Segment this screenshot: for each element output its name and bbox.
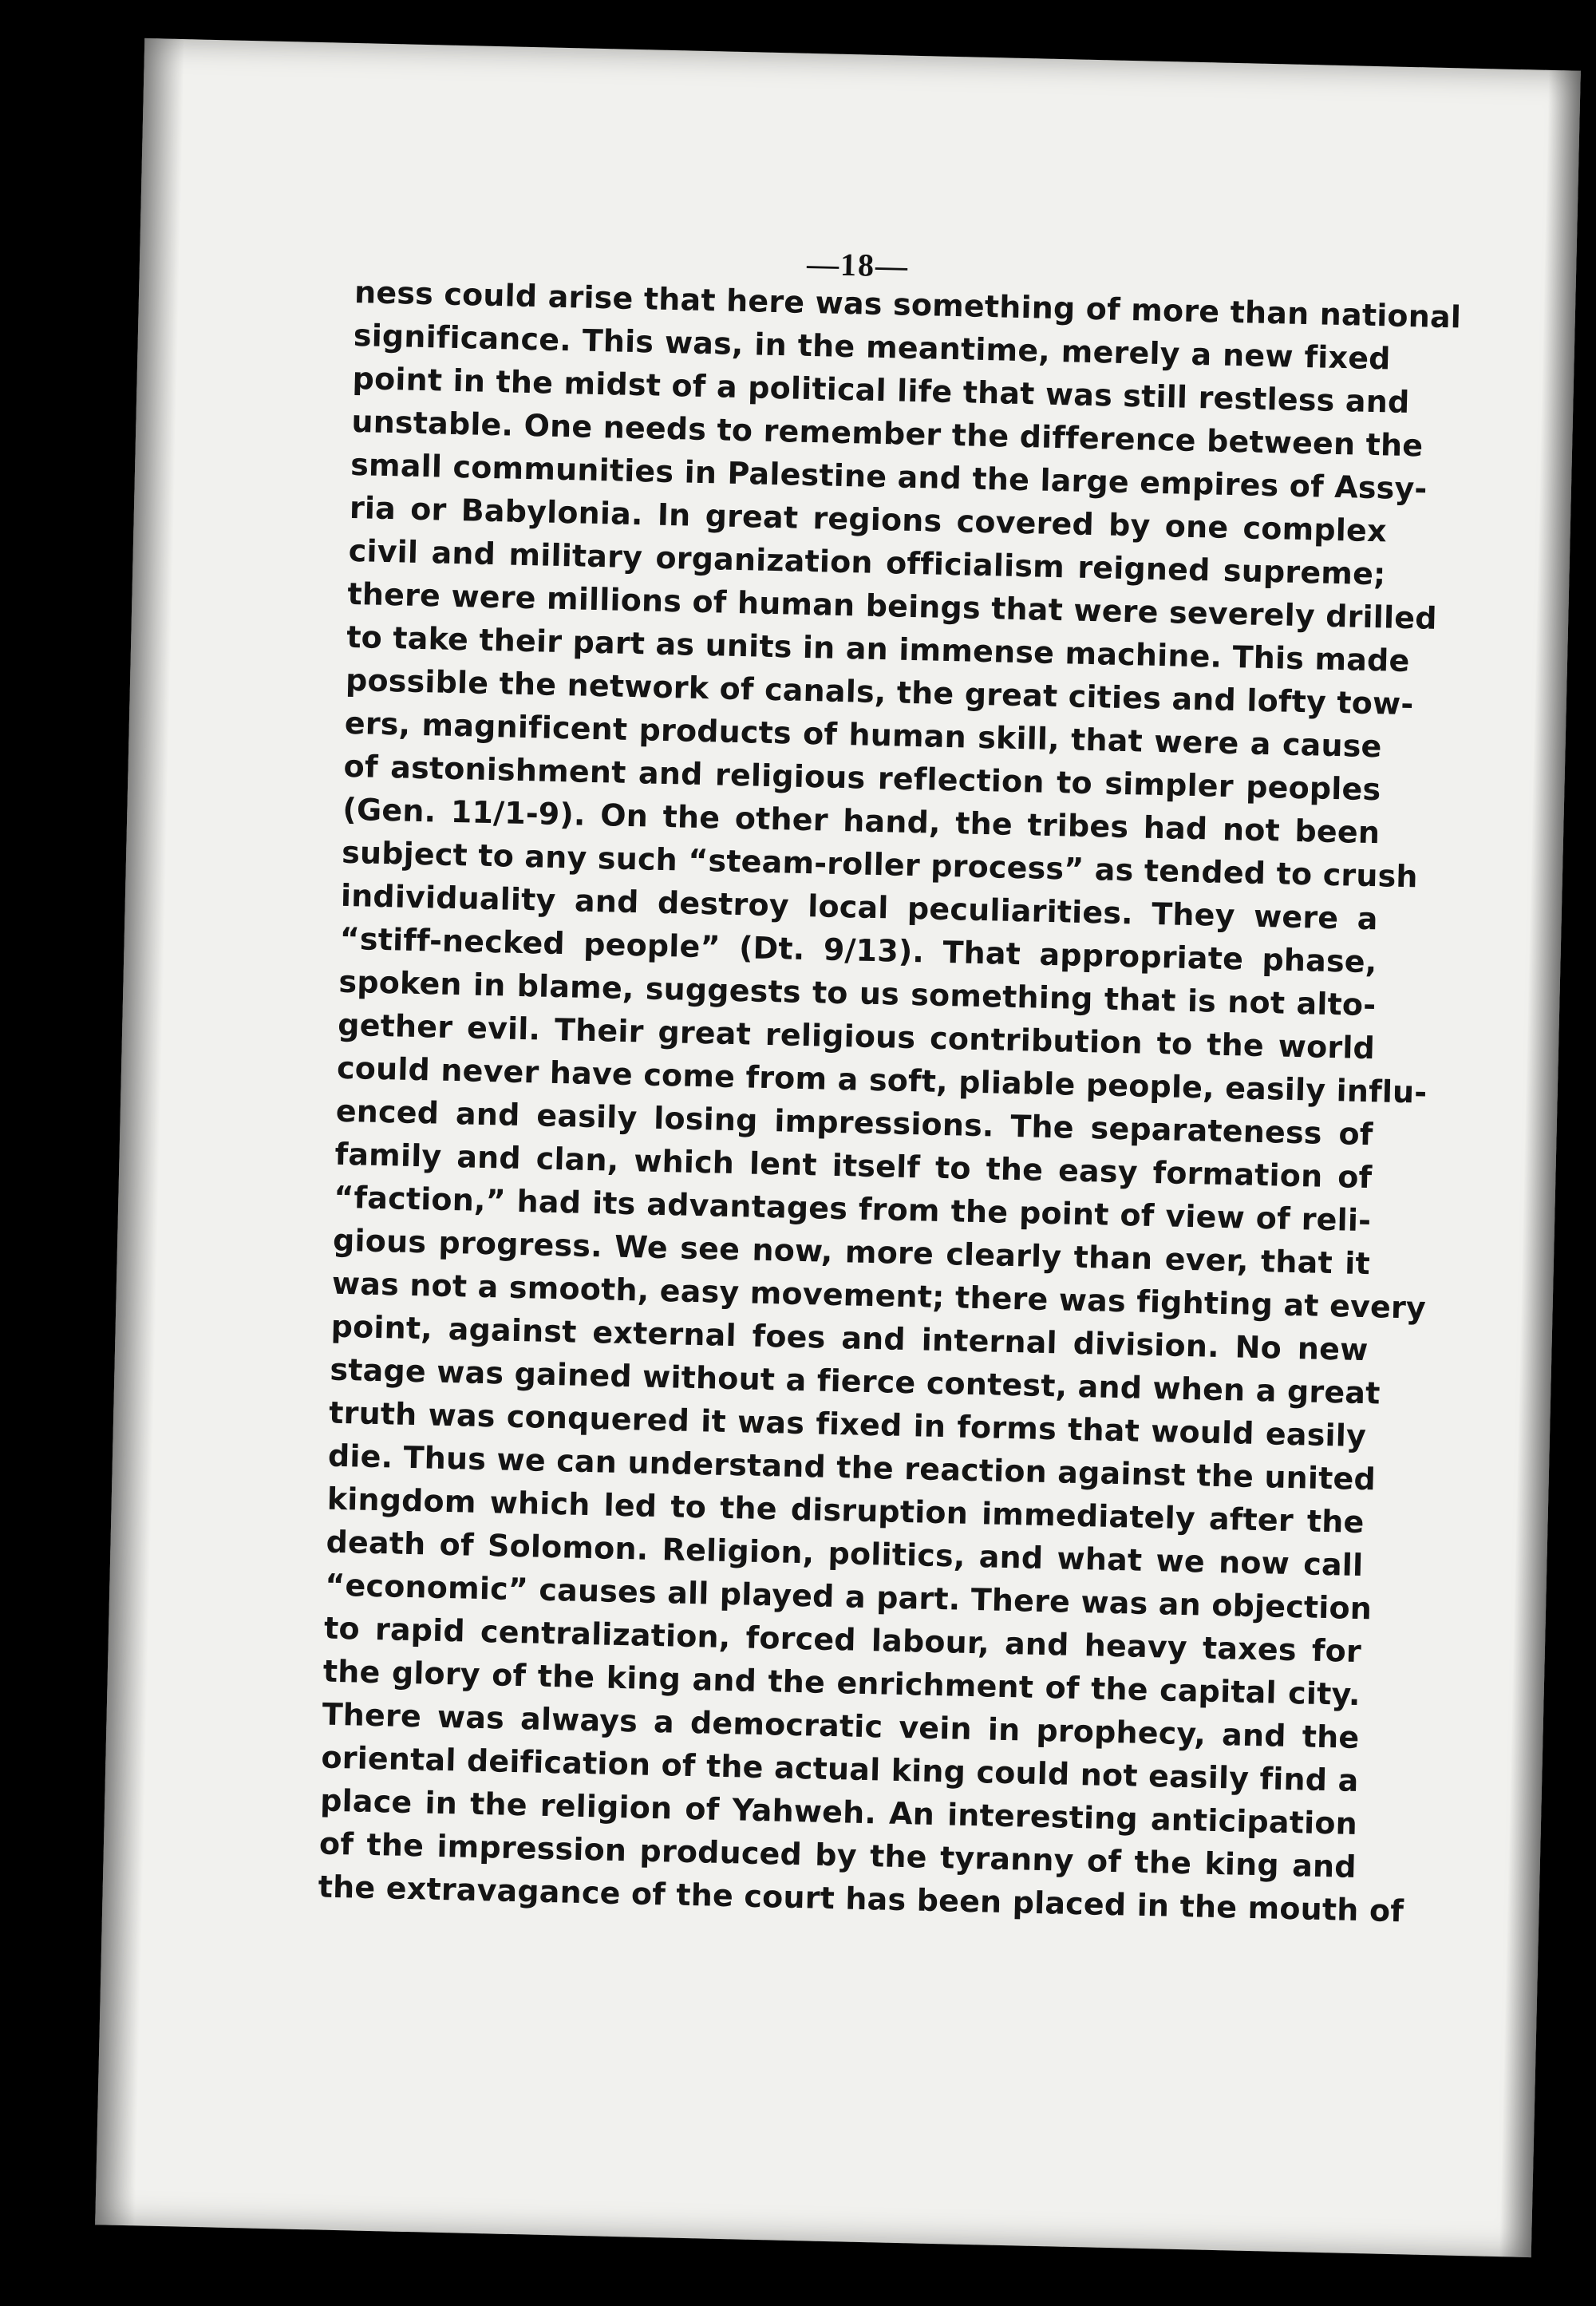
text-line: was not a smooth, easy movement; there was fighting at every <box>331 1265 1427 1326</box>
text-line: to rapid centralization, forced labour, and heavy taxes for <box>323 1610 1362 1670</box>
text-line: “stiff-necked people” (Dt. 9/13). That appropriate phase, <box>339 920 1377 980</box>
text-line: possible the network of canals, the great cities and lofty tow- <box>345 662 1414 722</box>
text-line: of astonishment and religious reflection to simpler peoples <box>343 748 1381 808</box>
text-line: oriental deification of the actual king could not easily find a <box>321 1739 1359 1799</box>
text-line: subject to any such “steam-roller process” as tended to crush <box>341 834 1419 895</box>
body-text <box>318 271 1462 1932</box>
text-line: small communities in Palestine and the large empires of Assy- <box>350 446 1428 507</box>
text-line: ness could arise that here was something of more than national <box>354 274 1462 335</box>
text-line: (Gen. 11/1-9). On the other hand, the tribes had not been <box>342 791 1381 851</box>
text-line: unstable. One needs to remember the difference between the <box>350 403 1424 464</box>
text-line: individuality and destroy local peculiarities. They were a <box>340 877 1379 937</box>
text-line: there were millions of human beings that were severely drilled <box>347 576 1438 636</box>
text-line: ria or Babylonia. In great regions covered by one complex <box>349 489 1388 549</box>
text-line: truth was conquered it was fixed in forms that would easily <box>328 1394 1367 1454</box>
text-line: gious progress. We see now, more clearly than ever, that it <box>332 1222 1371 1282</box>
text-line: “economic” causes all played a part. There was an objection <box>324 1567 1373 1627</box>
text-line: stage was gained without a fierce contest, and when a great <box>330 1351 1381 1411</box>
text-line: place in the religion of Yahweh. An interesting anticipation <box>319 1782 1358 1841</box>
page-number: —18— <box>806 245 910 284</box>
text-line: There was always a democratic vein in prophecy, and the <box>322 1696 1360 1756</box>
text-line: to take their part as units in an immense machine. This made <box>346 619 1410 679</box>
text-line: ers, magnificent products of human skill, that were a cause <box>344 705 1383 765</box>
text-line: gether evil. Their great religious contribution to the world <box>337 1007 1376 1066</box>
text-line: the glory of the king and the enrichment of the capital city. <box>322 1653 1361 1713</box>
text-line: family and clan, which lent itself to the easy formation of <box>334 1136 1373 1196</box>
text-line: of the impression produced by the tyranny of the king and <box>318 1825 1357 1885</box>
text-line: the extravagance of the court has been placed in the mouth of <box>318 1869 1404 1929</box>
text-line: die. Thus we can understand the reaction against the united <box>327 1438 1377 1497</box>
text-line: death of Solomon. Religion, politics, and what we now call <box>326 1524 1364 1584</box>
text-line: point in the midst of a political life that was still restless and <box>352 360 1410 421</box>
text-line: kingdom which led to the disruption immediately after the <box>326 1481 1365 1541</box>
text-line: spoken in blame, suggests to us something that is not alto- <box>338 963 1377 1023</box>
text-line: could never have come from a soft, pliable people, easily influ- <box>336 1050 1428 1110</box>
book-page <box>95 38 1581 2257</box>
text-line: significance. This was, in the meantime, merely a new fixed <box>353 317 1392 377</box>
text-line: point, against external foes and internal division. No new <box>330 1308 1369 1368</box>
text-line: “faction,” had its advantages from the point of view of reli- <box>333 1179 1372 1239</box>
text-line: enced and easily losing impressions. The separateness of <box>335 1093 1374 1153</box>
text-line: civil and military organization officialism reigned supreme; <box>348 532 1386 592</box>
